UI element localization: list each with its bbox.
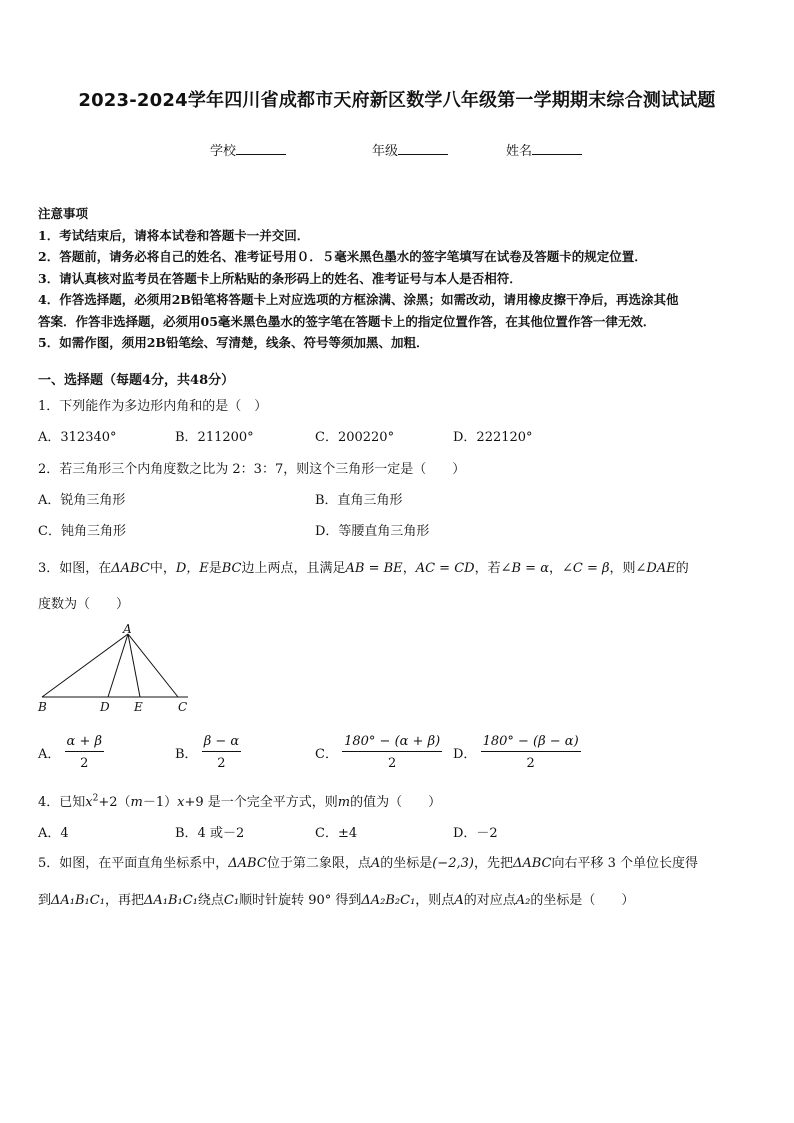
school-blank[interactable]	[236, 142, 286, 155]
school-label: 学校	[210, 144, 237, 159]
name-blank[interactable]	[532, 142, 582, 155]
q1-option-b[interactable]: B．211200°	[175, 430, 254, 445]
question-3-stem-line2: 度数为（ ）	[38, 597, 130, 612]
question-3-stem-line1: 3．如图，在ΔABC中，D，E是BC边上两点，且满足AB = BE，AC = CD，若∠B = α，∠C = β，则∠DAE的	[38, 561, 689, 576]
point-e-label: E	[134, 700, 143, 714]
grade-field[interactable]	[372, 140, 448, 159]
q3-option-a[interactable]: A． $\frac{\alpha + \beta}{2}$	[38, 734, 102, 771]
q4-option-a[interactable]: A．4	[38, 826, 69, 841]
vertex-c-label: C	[178, 700, 188, 714]
section-heading: 一、选择题（每题4分，共48分）	[38, 373, 235, 388]
question-5-stem-line1: 5．如图，在平面直角坐标系中，ΔABC位于第二象限，点A的坐标是(−2,3)，先把ΔABC向右平移 3 个单位长度得	[38, 856, 699, 871]
q4-option-d[interactable]: D．－2	[453, 826, 498, 841]
question-4-stem: 4．已知$x^2+2(m-1)x+9$ 是一个完全平方式，则m的值为（ ）	[38, 793, 442, 810]
note-item: 1．考试结束后，请将本试卷和答题卡一并交回．	[38, 227, 310, 243]
name-field[interactable]	[506, 140, 582, 159]
segment-ab	[42, 634, 128, 697]
q4-option-c[interactable]: C．±4	[315, 826, 358, 841]
page-title: 2023-2024学年四川省成都市天府新区数学八年级第一学期期末综合测试试题	[78, 90, 716, 111]
q1-option-a[interactable]: A．312340°	[38, 430, 117, 445]
segment-ad	[108, 634, 128, 697]
question-5-stem-line2: 到ΔA₁B₁C₁，再把ΔA₁B₁C₁绕点C₁顺时针旋转 90° 得到ΔA₂B₂C₁，则点A的对应点A₂的坐标是（ ）	[38, 893, 635, 908]
note-item: 答案．作答非选择题，必须用05毫米黑色墨水的签字笔在答题卡上的指定位置作答，在其他位置作答一律无效．	[38, 313, 656, 329]
q2-option-b[interactable]: B．直角三角形	[315, 493, 403, 508]
note-item: 2．答题前，请务必将自己的姓名、准考证号用０．５毫米黑色墨水的签字笔填写在试卷及答题卡的规定位置．	[38, 249, 647, 264]
school-field[interactable]	[210, 140, 286, 159]
question-2-stem: 2．若三角形三个内角度数之比为 2：3：7，则这个三角形一定是（ ）	[38, 462, 466, 477]
vertex-a-label: A	[123, 622, 132, 636]
q1-option-d[interactable]: D．222120°	[453, 430, 533, 445]
notes-heading: 注意事项	[38, 206, 89, 221]
triangle-figure	[30, 620, 200, 715]
grade-label: 年级	[372, 144, 399, 159]
vertex-b-label: B	[38, 700, 47, 714]
question-1-stem: 1．下列能作为多边形内角和的是（ ）	[38, 399, 268, 414]
note-item: 5．如需作图，须用2B铅笔绘、写清楚，线条、符号等须加黑、加粗．	[38, 335, 429, 350]
note-item: 3．请认真核对监考员在答题卡上所粘贴的条形码上的姓名、准考证号与本人是否相符．	[38, 270, 522, 286]
q2-option-a[interactable]: A．锐角三角形	[38, 493, 126, 508]
notes-section	[38, 203, 678, 354]
q2-option-d[interactable]: D．等腰直角三角形	[315, 524, 430, 539]
name-label: 姓名	[506, 144, 533, 159]
q4-option-b[interactable]: B．4 或－2	[175, 826, 245, 841]
grade-blank[interactable]	[398, 142, 448, 155]
q3-option-d[interactable]: D． $\frac{180^\circ - (\beta - \alpha)}{2}$	[453, 734, 579, 771]
segment-ac	[128, 634, 178, 697]
q3-option-c[interactable]: C． $\frac{180^\circ - (\alpha + \beta)}{2}$	[315, 734, 441, 771]
q2-option-c[interactable]: C．钝角三角形	[38, 524, 126, 539]
point-d-label: D	[100, 700, 110, 714]
q1-option-c[interactable]: C．200220°	[315, 430, 395, 445]
note-item: 4．作答选择题，必须用2B铅笔将答题卡上对应选项的方框涂满、涂黑；如需改动，请用橡皮擦干净后，再选涂其他	[38, 292, 679, 307]
q3-option-b[interactable]: B． $\frac{\beta - \alpha}{2}$	[175, 734, 240, 771]
segment-ae	[128, 634, 140, 697]
